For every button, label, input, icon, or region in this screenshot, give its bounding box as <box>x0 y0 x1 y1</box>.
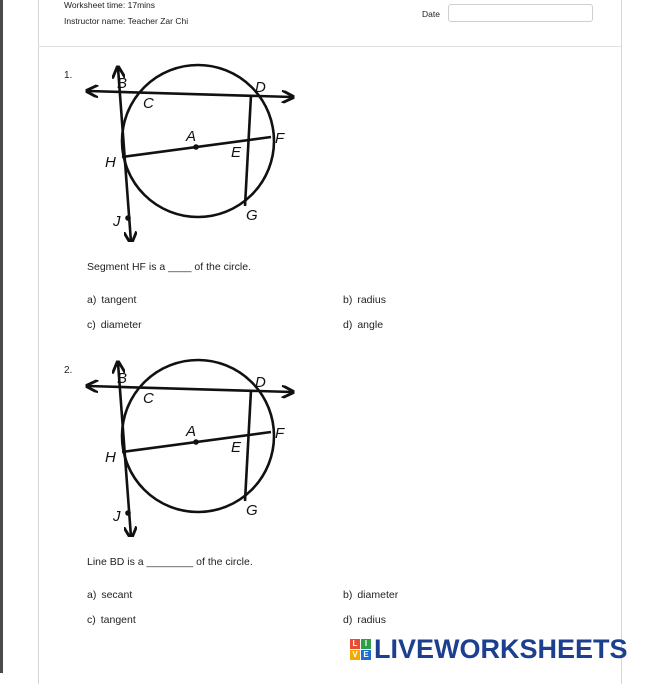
point-j <box>125 510 131 516</box>
circle <box>122 65 274 217</box>
question-2-option-b[interactable] <box>343 589 398 601</box>
question-2-option-d[interactable] <box>343 614 386 626</box>
option-letter: d) <box>343 614 353 626</box>
option-letter: b) <box>343 294 353 306</box>
label-c: C <box>143 95 154 112</box>
segment-dg <box>245 95 251 206</box>
label-f: F <box>275 425 285 442</box>
instructor-name: Instructor name: Teacher Zar Chi <box>64 16 189 26</box>
question-1-circle-figure <box>82 62 298 242</box>
option-letter: b) <box>343 589 353 601</box>
label-a: A <box>186 128 197 145</box>
logo-tile: E <box>361 650 371 660</box>
label-j: J <box>113 508 121 525</box>
question-1-option-a[interactable] <box>87 294 136 306</box>
worksheet-time: Worksheet time: 17mins <box>64 0 156 10</box>
label-h: H <box>105 449 116 466</box>
label-g: G <box>246 207 258 224</box>
point-a <box>193 439 199 445</box>
label-e: E <box>231 439 242 456</box>
question-2-number: 2. <box>64 365 73 376</box>
option-letter: a) <box>87 589 97 601</box>
option-label: tangent <box>100 614 136 626</box>
circle <box>122 360 274 512</box>
question-2-text: Line BD is a ________ of the circle. <box>87 556 253 568</box>
logo-tile: L <box>350 639 360 649</box>
label-g: G <box>246 502 258 519</box>
window-edge <box>0 0 3 673</box>
label-f: F <box>275 130 285 147</box>
option-label: secant <box>101 589 133 601</box>
question-1-option-c[interactable] <box>87 319 142 331</box>
liveworksheets-logo <box>350 634 628 664</box>
option-letter: c) <box>87 319 96 331</box>
label-b: B <box>117 75 128 92</box>
label-e: E <box>231 144 242 161</box>
option-letter: c) <box>87 614 96 626</box>
option-label: radius <box>357 614 386 626</box>
date-field[interactable] <box>448 4 593 22</box>
point-j <box>125 215 131 221</box>
question-1-option-b[interactable] <box>343 294 386 306</box>
option-letter: d) <box>343 319 353 331</box>
question-1-number: 1. <box>64 70 73 81</box>
option-label: angle <box>357 319 384 331</box>
option-label: diameter <box>357 589 399 601</box>
date-label: Date <box>422 9 440 19</box>
logo-mark-icon <box>350 639 371 660</box>
logo-text: LIVEWORKSHEETS <box>374 633 628 664</box>
label-c: C <box>143 390 154 407</box>
question-2-option-c[interactable] <box>87 614 136 626</box>
label-d: D <box>255 374 266 391</box>
question-1-option-d[interactable] <box>343 319 383 331</box>
label-b: B <box>117 370 128 387</box>
question-2-option-a[interactable] <box>87 589 132 601</box>
label-h: H <box>105 154 116 171</box>
segment-dg <box>245 390 251 501</box>
label-j: J <box>113 213 121 230</box>
option-letter: a) <box>87 294 97 306</box>
header-divider <box>38 46 621 47</box>
point-a <box>193 144 199 150</box>
logo-tile: I <box>361 639 371 649</box>
option-label: tangent <box>101 294 137 306</box>
logo-tile: V <box>350 650 360 660</box>
label-d: D <box>255 79 266 96</box>
label-a: A <box>186 423 197 440</box>
option-label: diameter <box>100 319 142 331</box>
option-label: radius <box>357 294 386 306</box>
question-2-circle-figure <box>82 357 298 537</box>
question-1-text: Segment HF is a ____ of the circle. <box>87 261 251 273</box>
